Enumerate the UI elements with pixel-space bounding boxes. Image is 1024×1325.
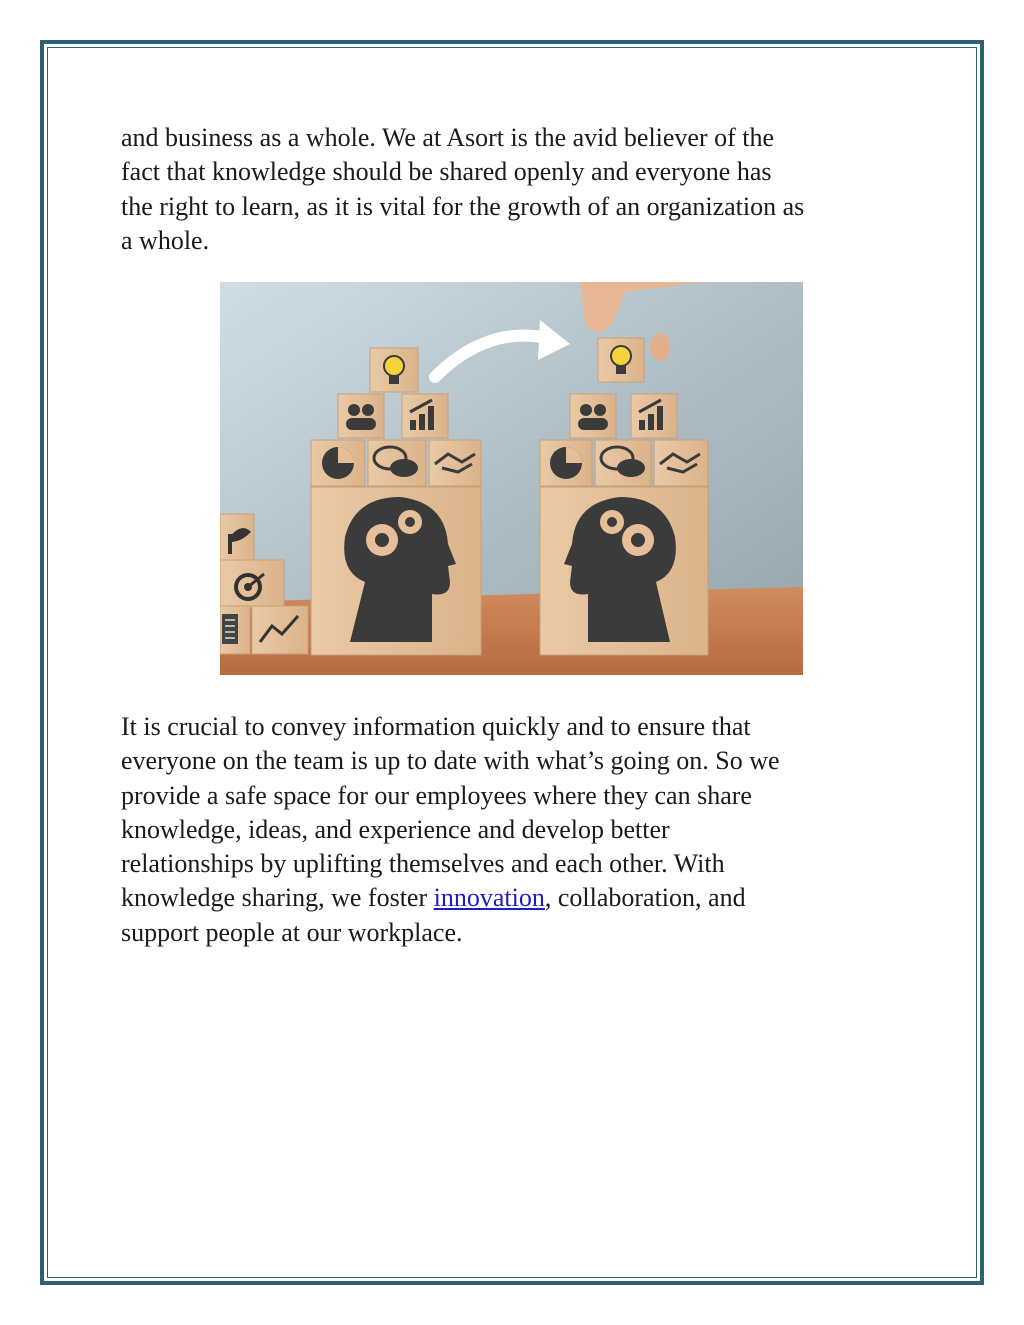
paragraph-knowledge-sharing bbox=[121, 710, 901, 950]
paragraph-2-text-start: It is crucial to convey information quickly and to ensure that everyone on the team is up to date with what’s going on. So we provide a safe space for our employees where they can share knowledge, ideas, and experience and develop better relationships by uplifting themselves and each other. With knowledge sharing, we foster bbox=[121, 712, 780, 913]
paragraph-2-text-end: , collaboration, and support people at our workplace. bbox=[121, 883, 746, 947]
innovation-link[interactable]: innovation bbox=[433, 883, 545, 913]
document-icon bbox=[222, 614, 238, 644]
pie-chart-icon-right bbox=[550, 447, 582, 479]
paragraph-intro: and business as a whole. We at Asort is the avid believer of the fact that knowledge should be shared openly and everyone has the right to learn, as it is vital for the growth of an organization as a whole. bbox=[121, 123, 805, 255]
pie-chart-icon bbox=[322, 447, 354, 479]
knowledge-sharing-photo bbox=[220, 282, 803, 675]
